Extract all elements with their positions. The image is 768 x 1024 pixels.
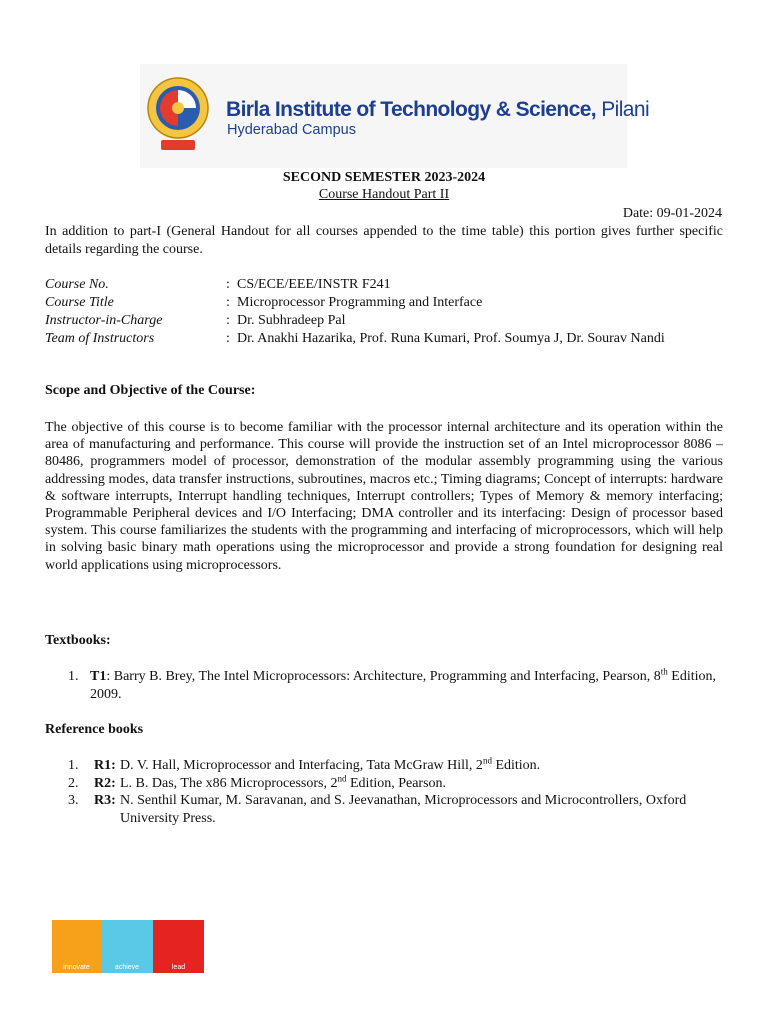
- book-code: R3:: [94, 793, 116, 808]
- handout-title: Course Handout Part II: [318, 187, 450, 202]
- intro-paragraph: In addition to part-I (General Handout for all courses appended to the time table) this portion gives further specific details regarding the course.: [45, 224, 723, 257]
- list-number: 1.: [68, 669, 79, 684]
- course-info-value: CS/ECE/EEE/INSTR F241: [237, 277, 391, 292]
- course-info-label: Course Title: [45, 295, 114, 310]
- course-info-colon: :: [226, 277, 230, 292]
- edition-sup: nd: [482, 755, 492, 766]
- list-number: 1.: [68, 758, 79, 773]
- footer-logo-innovate: [52, 920, 101, 973]
- textbooks-list: [68, 668, 723, 703]
- tagline-lead: lead: [171, 964, 186, 971]
- course-info-label: Course No.: [45, 277, 109, 292]
- tagline-achieve: achieve: [114, 964, 140, 971]
- course-info-colon: :: [226, 295, 230, 310]
- scope-paragraph: The objective of this course is to become familiar with the processor internal architecture and its operation within the area of manufacturing and performance. This course will provide the instruction set of an Intel microprocessor 8086 – 80486, programmers model of processor, demonstration of the modular assembly programming using the various addressing modes, data transfer instructions, subroutines, macros etc.; Timing diagrams; Concept of interrupts: hardware & software interrupts, Interrupt handling techniques, Interrupt controllers; Types of Memory & memory interfacing; Programmable Peripheral devices and I/O Interfacing; DMA controller and its interfacing: Design of processor based system. This course familiarizes the students with the programming and interfacing of microprocessors, which will help in solving basic binary math operations using the microprocessor and provide a strong foundation for designing real world applications using microprocessors.: [45, 420, 723, 573]
- book-text: : Barry B. Brey, The Intel Microprocessors: Architecture, Programming and Interfacing, Pearson, 8: [106, 669, 661, 684]
- scope-heading: Scope and Objective of the Course:: [45, 383, 256, 398]
- book-text-end: Edition.: [491, 758, 541, 773]
- list-number: 2.: [68, 775, 79, 791]
- course-info-colon: :: [226, 313, 230, 328]
- campus-name: Hyderabad Campus: [227, 122, 356, 138]
- list-item: [68, 668, 723, 703]
- course-info-value: Microprocessor Programming and Interface: [237, 295, 483, 310]
- tagline-innovate: innovate: [63, 964, 90, 971]
- bits-seal-logo: [147, 70, 209, 156]
- book-code: R2:: [94, 775, 116, 791]
- institute-name: Birla Institute of Technology & Science, Pilani: [226, 98, 650, 121]
- semester-title: SECOND SEMESTER 2023-2024: [282, 170, 486, 185]
- book-text: L. B. Das, The x86 Microprocessors, 2: [120, 775, 338, 791]
- list-number: 3.: [68, 793, 79, 808]
- list-item: [68, 792, 723, 827]
- book-code: R1:: [94, 758, 116, 773]
- book-code: T1: [90, 669, 107, 684]
- course-info-colon: :: [226, 331, 230, 346]
- book-text-end: Edition, Pearson.: [346, 775, 447, 791]
- book-text-end: Edition, 2009.: [90, 669, 716, 702]
- edition-sup: th: [660, 666, 668, 677]
- course-info-label: Instructor-in-Charge: [45, 313, 163, 328]
- edition-sup: nd: [337, 772, 347, 783]
- handout-date: Date: 09-01-2024: [622, 206, 722, 221]
- references-heading: Reference books: [45, 722, 144, 737]
- course-info-label: Team of Instructors: [45, 331, 155, 346]
- textbooks-heading: Textbooks:: [45, 633, 111, 648]
- footer-logo-achieve: [101, 920, 153, 973]
- list-item: [68, 772, 723, 793]
- book-text: D. V. Hall, Microprocessor and Interfacing, Tata McGraw Hill, 2: [120, 758, 483, 773]
- list-item: [68, 757, 723, 775]
- references-list: [68, 757, 723, 827]
- course-info-value: Dr. Anakhi Hazarika, Prof. Runa Kumari, Prof. Soumya J, Dr. Sourav Nandi: [237, 331, 665, 346]
- book-text: N. Senthil Kumar, M. Saravanan, and S. Jeevanathan, Microprocessors and Microcontrollers, Oxford University Press.: [120, 793, 687, 826]
- footer-logo-lead: [153, 920, 204, 973]
- course-info-value: Dr. Subhradeep Pal: [237, 313, 346, 328]
